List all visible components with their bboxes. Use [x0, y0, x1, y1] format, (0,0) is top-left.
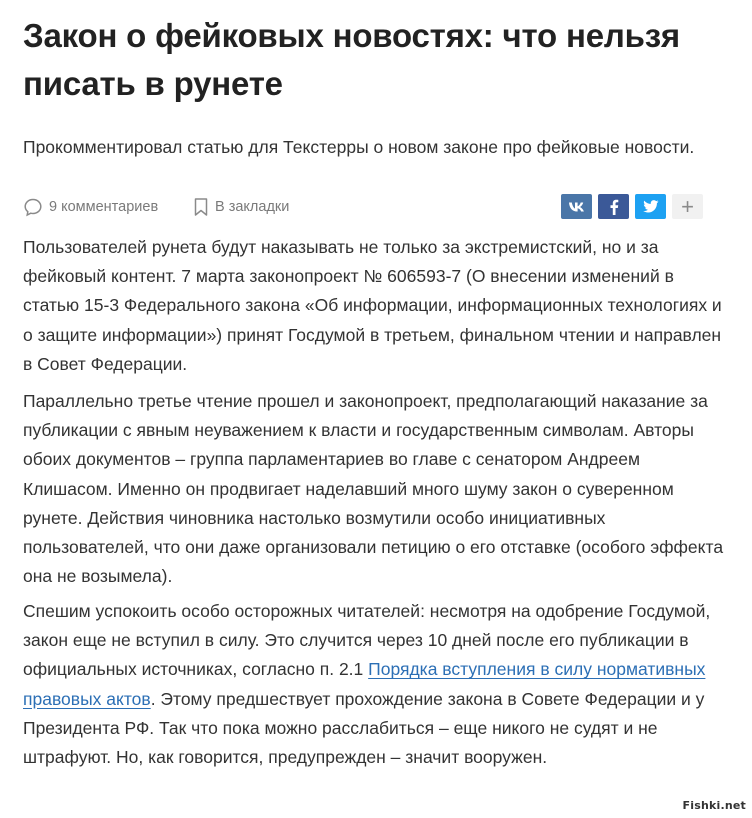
share-vk-button[interactable]: [561, 194, 592, 219]
bookmark-label: В закладки: [215, 199, 290, 215]
article-subtitle: Прокомментировал статью для Текстерры о новом законе про фейковые новости.: [23, 137, 695, 157]
paragraph-3-text-before: Спешим успокоить особо осторожных читателей: несмотря на одобрение Госдумой, закон еще не вступил в силу. Это случится через 10 дней после его публикации в официальных источниках, согласно п. 2.1: [23, 601, 711, 680]
article-meta-bar: [23, 194, 703, 220]
share-buttons: [555, 194, 703, 219]
article-paragraph-3: [23, 597, 728, 772]
comments-count-label: 9 комментариев: [49, 199, 159, 215]
comment-bubble-icon: [23, 197, 43, 217]
twitter-bird-icon: [643, 200, 659, 213]
paragraph-3-text-after: . Этому предшествует прохождение закона в Совете Федерации и у Президента РФ. Так что пока можно расслабиться – еще никого не судят и не штрафуют. Но, как говорится, предупрежден – значит вооружен.: [23, 688, 705, 768]
article-paragraph-1: Пользователей рунета будут наказывать не только за экстремистский, но и за фейковый контент. 7 марта законопроект № 606593-7 (О внесении изменений в статью 15-3 Федерального закона «Об информации, информационных технологиях и о защите информации») принят Госдумой в третьем, финальном чтении и направлен в Совет Федерации.: [23, 237, 722, 374]
watermark-logo: Fishki.net: [682, 799, 746, 812]
bookmark-button[interactable]: [193, 194, 289, 220]
article-title: Закон о фейковых новостях: что нельзя писать в рунете: [23, 17, 680, 102]
law-order-link[interactable]: Порядка вступления в силу нормативных правовых актов: [23, 659, 706, 709]
facebook-icon: [609, 199, 619, 215]
plus-icon: +: [681, 193, 694, 219]
share-twitter-button[interactable]: [635, 194, 666, 219]
bookmark-icon: [193, 197, 209, 217]
article: [23, 0, 724, 768]
article-paragraph-2: Параллельно третье чтение прошел и законопроект, предполагающий наказание за публикации с явным неуважением к власти и государственным символам. Авторы обоих документов – группа парламентариев во главе с сенатором Андреем Клишасом. Именно он продвигает наделавший много шуму закон о суверенном рунете. Действия чиновника настолько возмутили особо инициативных пользователей, что они даже организовали петицию о его отставке (особого эффекта она не возымела).: [23, 391, 724, 587]
share-more-button[interactable]: [672, 194, 703, 219]
share-facebook-button[interactable]: [598, 194, 629, 219]
comments-link[interactable]: [23, 194, 158, 220]
vk-icon: [568, 201, 586, 213]
